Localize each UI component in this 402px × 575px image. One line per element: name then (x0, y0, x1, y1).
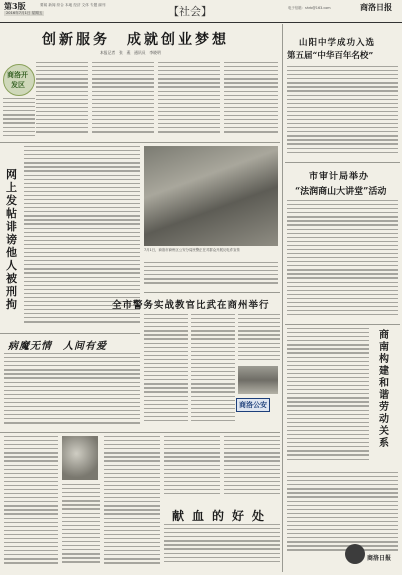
labor-vertical-headline: 商南构建和谐劳动关系 (379, 330, 390, 449)
main-story-col2 (92, 62, 154, 138)
blood-headline: 病魔无情 人间有爱 (8, 341, 107, 352)
police-story-col2 (191, 314, 235, 429)
footer-logo-text: 商洛日报 (367, 555, 392, 562)
photo-caption: 7月1日，商洛市商州区公安分局民警正在对群众开展反电诈宣传 (144, 248, 240, 252)
page-number: 第3版 (4, 1, 26, 11)
police-photo (238, 366, 278, 394)
badge-line-1: 商洛开 (7, 70, 28, 79)
blood-story-text (4, 353, 140, 429)
school-headline-2: 第五届“中华百年名校” (287, 51, 374, 61)
main-story-col1 (36, 62, 88, 138)
bottom-photo (62, 436, 98, 480)
right-bottom-text (287, 472, 398, 556)
main-story-col4 (224, 62, 278, 138)
police-headline: 全市警务实战教官比武在商州举行 (112, 300, 270, 311)
bottom-col2 (62, 484, 100, 570)
audit-headline-2: “法润商山大讲堂”活动 (295, 187, 387, 197)
masthead-nav: 要闻 新闻 综合 本地 经济 文体 专题 副刊 (40, 3, 106, 7)
bottom-col5 (224, 436, 280, 502)
main-story-col1b (3, 98, 35, 138)
blood-benefits-headline: 献血的好处 (172, 509, 273, 523)
school-headline-1: 山阳中学成功入选 (299, 38, 376, 48)
right-column (285, 24, 400, 572)
police-story-col3 (238, 314, 280, 364)
photo-story-text (144, 262, 278, 288)
divider (0, 142, 280, 143)
bottom-col4 (164, 436, 220, 502)
section-badge (3, 64, 35, 96)
labor-story-text (287, 328, 369, 468)
section-name: 【社会】 (168, 5, 212, 18)
masthead-date: 2016年7月1日 星期五 (6, 11, 43, 15)
newspaper-footer-logo (345, 544, 365, 564)
police-story-col1 (144, 314, 188, 429)
police-badge: 商洛公安 (236, 398, 270, 412)
main-headline: 创新服务 成就创业梦想 (42, 32, 229, 48)
rumor-vertical-headline: 网上发帖诽谤他人被刑拘 (6, 168, 18, 311)
newspaper-logo: 商洛日报 (360, 2, 392, 12)
masthead (0, 0, 402, 23)
bottom-col3 (104, 436, 160, 570)
news-photo (144, 146, 278, 246)
masthead-contact: 电子信箱：shrb@163.com (288, 6, 331, 10)
main-story-col3 (158, 62, 220, 138)
main-byline: 本报记者 张 燕 通讯员 李晓明 (100, 50, 161, 55)
bottom-col1 (4, 436, 58, 570)
audit-headline-1: 市审计局举办 (309, 172, 370, 182)
school-story-text (287, 66, 398, 158)
audit-story-text (287, 200, 398, 320)
bottom-col6 (164, 524, 280, 570)
badge-line-2: 发区 (11, 80, 25, 89)
